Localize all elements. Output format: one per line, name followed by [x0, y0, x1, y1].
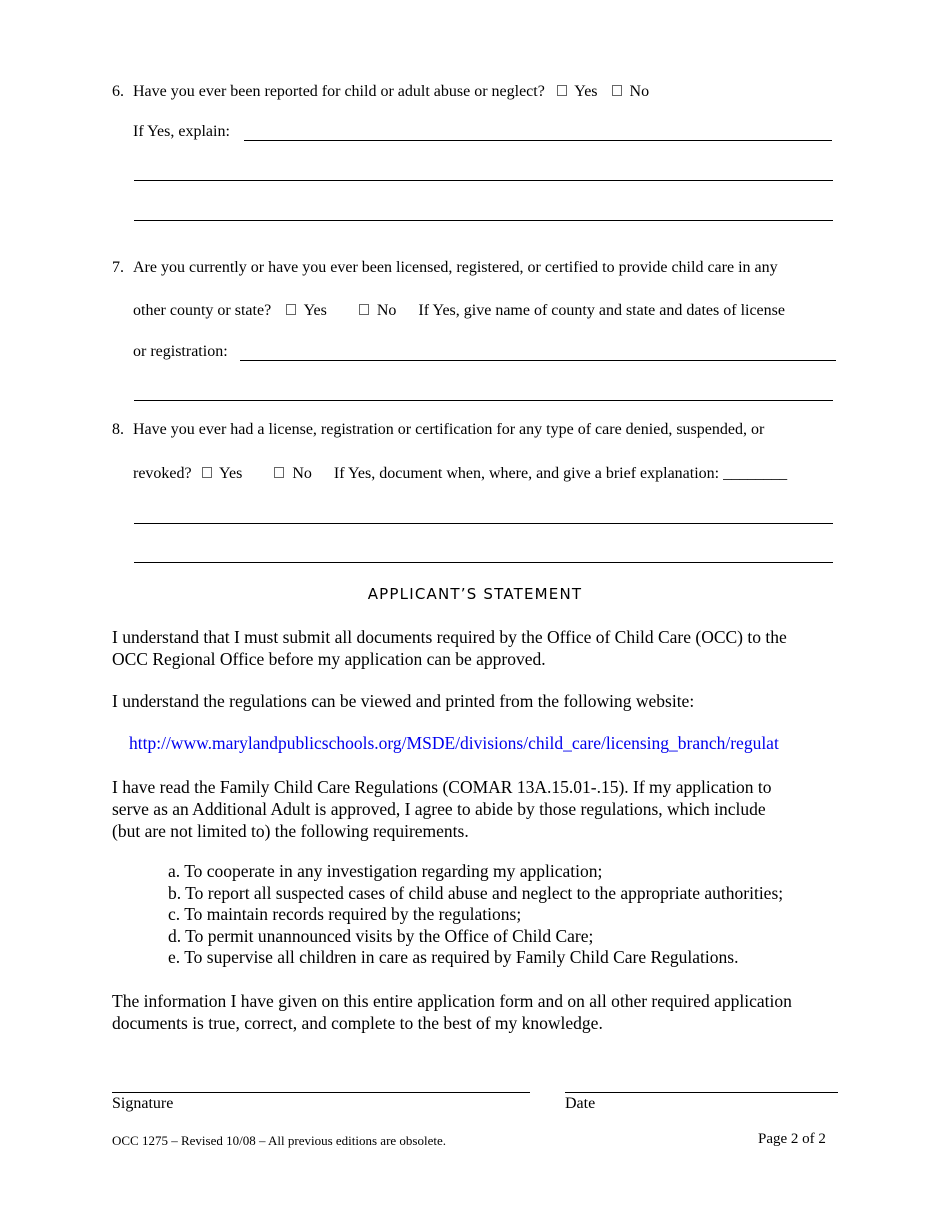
q6-yes-label: Yes [574, 83, 598, 100]
q6-no-checkbox[interactable] [612, 85, 622, 96]
q8-answer-line-1[interactable] [134, 523, 833, 524]
q6-text: Have you ever been reported for child or adult abuse or neglect? [133, 83, 545, 100]
statement-para2: I understand the regulations can be viewed and printed from the following website: [112, 691, 695, 711]
q8-yes-label: Yes [219, 465, 243, 482]
q8-no-label: No [292, 465, 312, 482]
q7-number: 7. [112, 259, 124, 276]
footer-page-number: Page 2 of 2 [758, 1131, 826, 1147]
q7-yes-label: Yes [303, 302, 327, 319]
q6-explain-line-3[interactable] [134, 220, 833, 221]
q6-yes-checkbox[interactable] [557, 85, 567, 96]
requirements-list [168, 861, 783, 969]
q7-yes-checkbox[interactable] [286, 304, 296, 315]
q7-answer-line-2[interactable] [134, 400, 833, 401]
q7-no-label: No [376, 302, 397, 319]
signature-label: Signature [112, 1095, 174, 1112]
q8-number: 8. [112, 421, 124, 438]
statement-para3-line2: serve as an Additional Adult is approved, I agree to abide by those regulations, which include [112, 799, 766, 819]
footer-form-id: OCC 1275 – Revised 10/08 – All previous editions are obsolete. [112, 1133, 446, 1148]
q8-line2-tail: If Yes, document when, where, and give a brief explanation: ________ [333, 465, 788, 482]
q8-line1: Have you ever had a license, registration or certification for any type of care denied, suspended, or [133, 421, 765, 438]
statement-para3 [112, 776, 772, 842]
q7-line3: or registration: [133, 343, 228, 360]
q7-line2 [133, 302, 785, 320]
q6-no-label: No [629, 83, 650, 100]
statement-para3-line1: I have read the Family Child Care Regulations (COMAR 13A.15.01-.15). If my application to [112, 777, 772, 797]
q7-answer-line-1[interactable] [240, 360, 836, 361]
signature-line[interactable] [112, 1092, 530, 1093]
statement-para4-line1: The information I have given on this entire application form and on all other required application [112, 991, 792, 1011]
statement-heading: APPLICANT’S STATEMENT [367, 585, 583, 603]
date-label: Date [565, 1095, 596, 1112]
q8-line2-text: revoked? [133, 465, 192, 482]
q7-line1: Are you currently or have you ever been licensed, registered, or certified to provide child care in any [133, 259, 778, 276]
q8-yes-checkbox[interactable] [202, 467, 212, 478]
q7-line2-text: other county or state? [133, 302, 272, 319]
requirement-item: e. To supervise all children in care as required by Family Child Care Regulations. [168, 947, 739, 967]
q8-answer-line-2[interactable] [134, 562, 833, 563]
date-line[interactable] [565, 1092, 838, 1093]
q6-explain-line-1[interactable] [244, 140, 832, 141]
statement-para1-line2: OCC Regional Office before my application can be approved. [112, 649, 546, 669]
statement-para3-line3: (but are not limited to) the following requirements. [112, 821, 469, 841]
requirement-item: d. To permit unannounced visits by the Office of Child Care; [168, 925, 594, 946]
q8-no-checkbox[interactable] [274, 467, 284, 478]
q6-explain-label: If Yes, explain: [133, 123, 230, 140]
requirement-item: c. To maintain records required by the regulations; [168, 904, 522, 924]
requirement-item: a. To cooperate in any investigation regarding my application; [168, 861, 603, 881]
q6-question [133, 83, 649, 101]
statement-para1-line1: I understand that I must submit all documents required by the Office of Child Care (OCC) to the [112, 627, 787, 647]
q7-no-checkbox[interactable] [359, 304, 369, 315]
q6-explain-line-2[interactable] [134, 180, 833, 181]
statement-para4 [112, 990, 792, 1034]
requirement-item: b. To report all suspected cases of child abuse and neglect to the appropriate authorities; [168, 882, 784, 903]
statement-para1 [112, 626, 787, 670]
q6-number: 6. [112, 83, 124, 100]
q7-line2-tail: If Yes, give name of county and state and dates of license [418, 302, 785, 319]
statement-para4-line2: documents is true, correct, and complete to the best of my knowledge. [112, 1013, 603, 1033]
q8-line2 [133, 465, 787, 483]
regulations-link[interactable]: http://www.marylandpublicschools.org/MSDE/divisions/child_care/licensing_branch/regulat [129, 733, 779, 753]
